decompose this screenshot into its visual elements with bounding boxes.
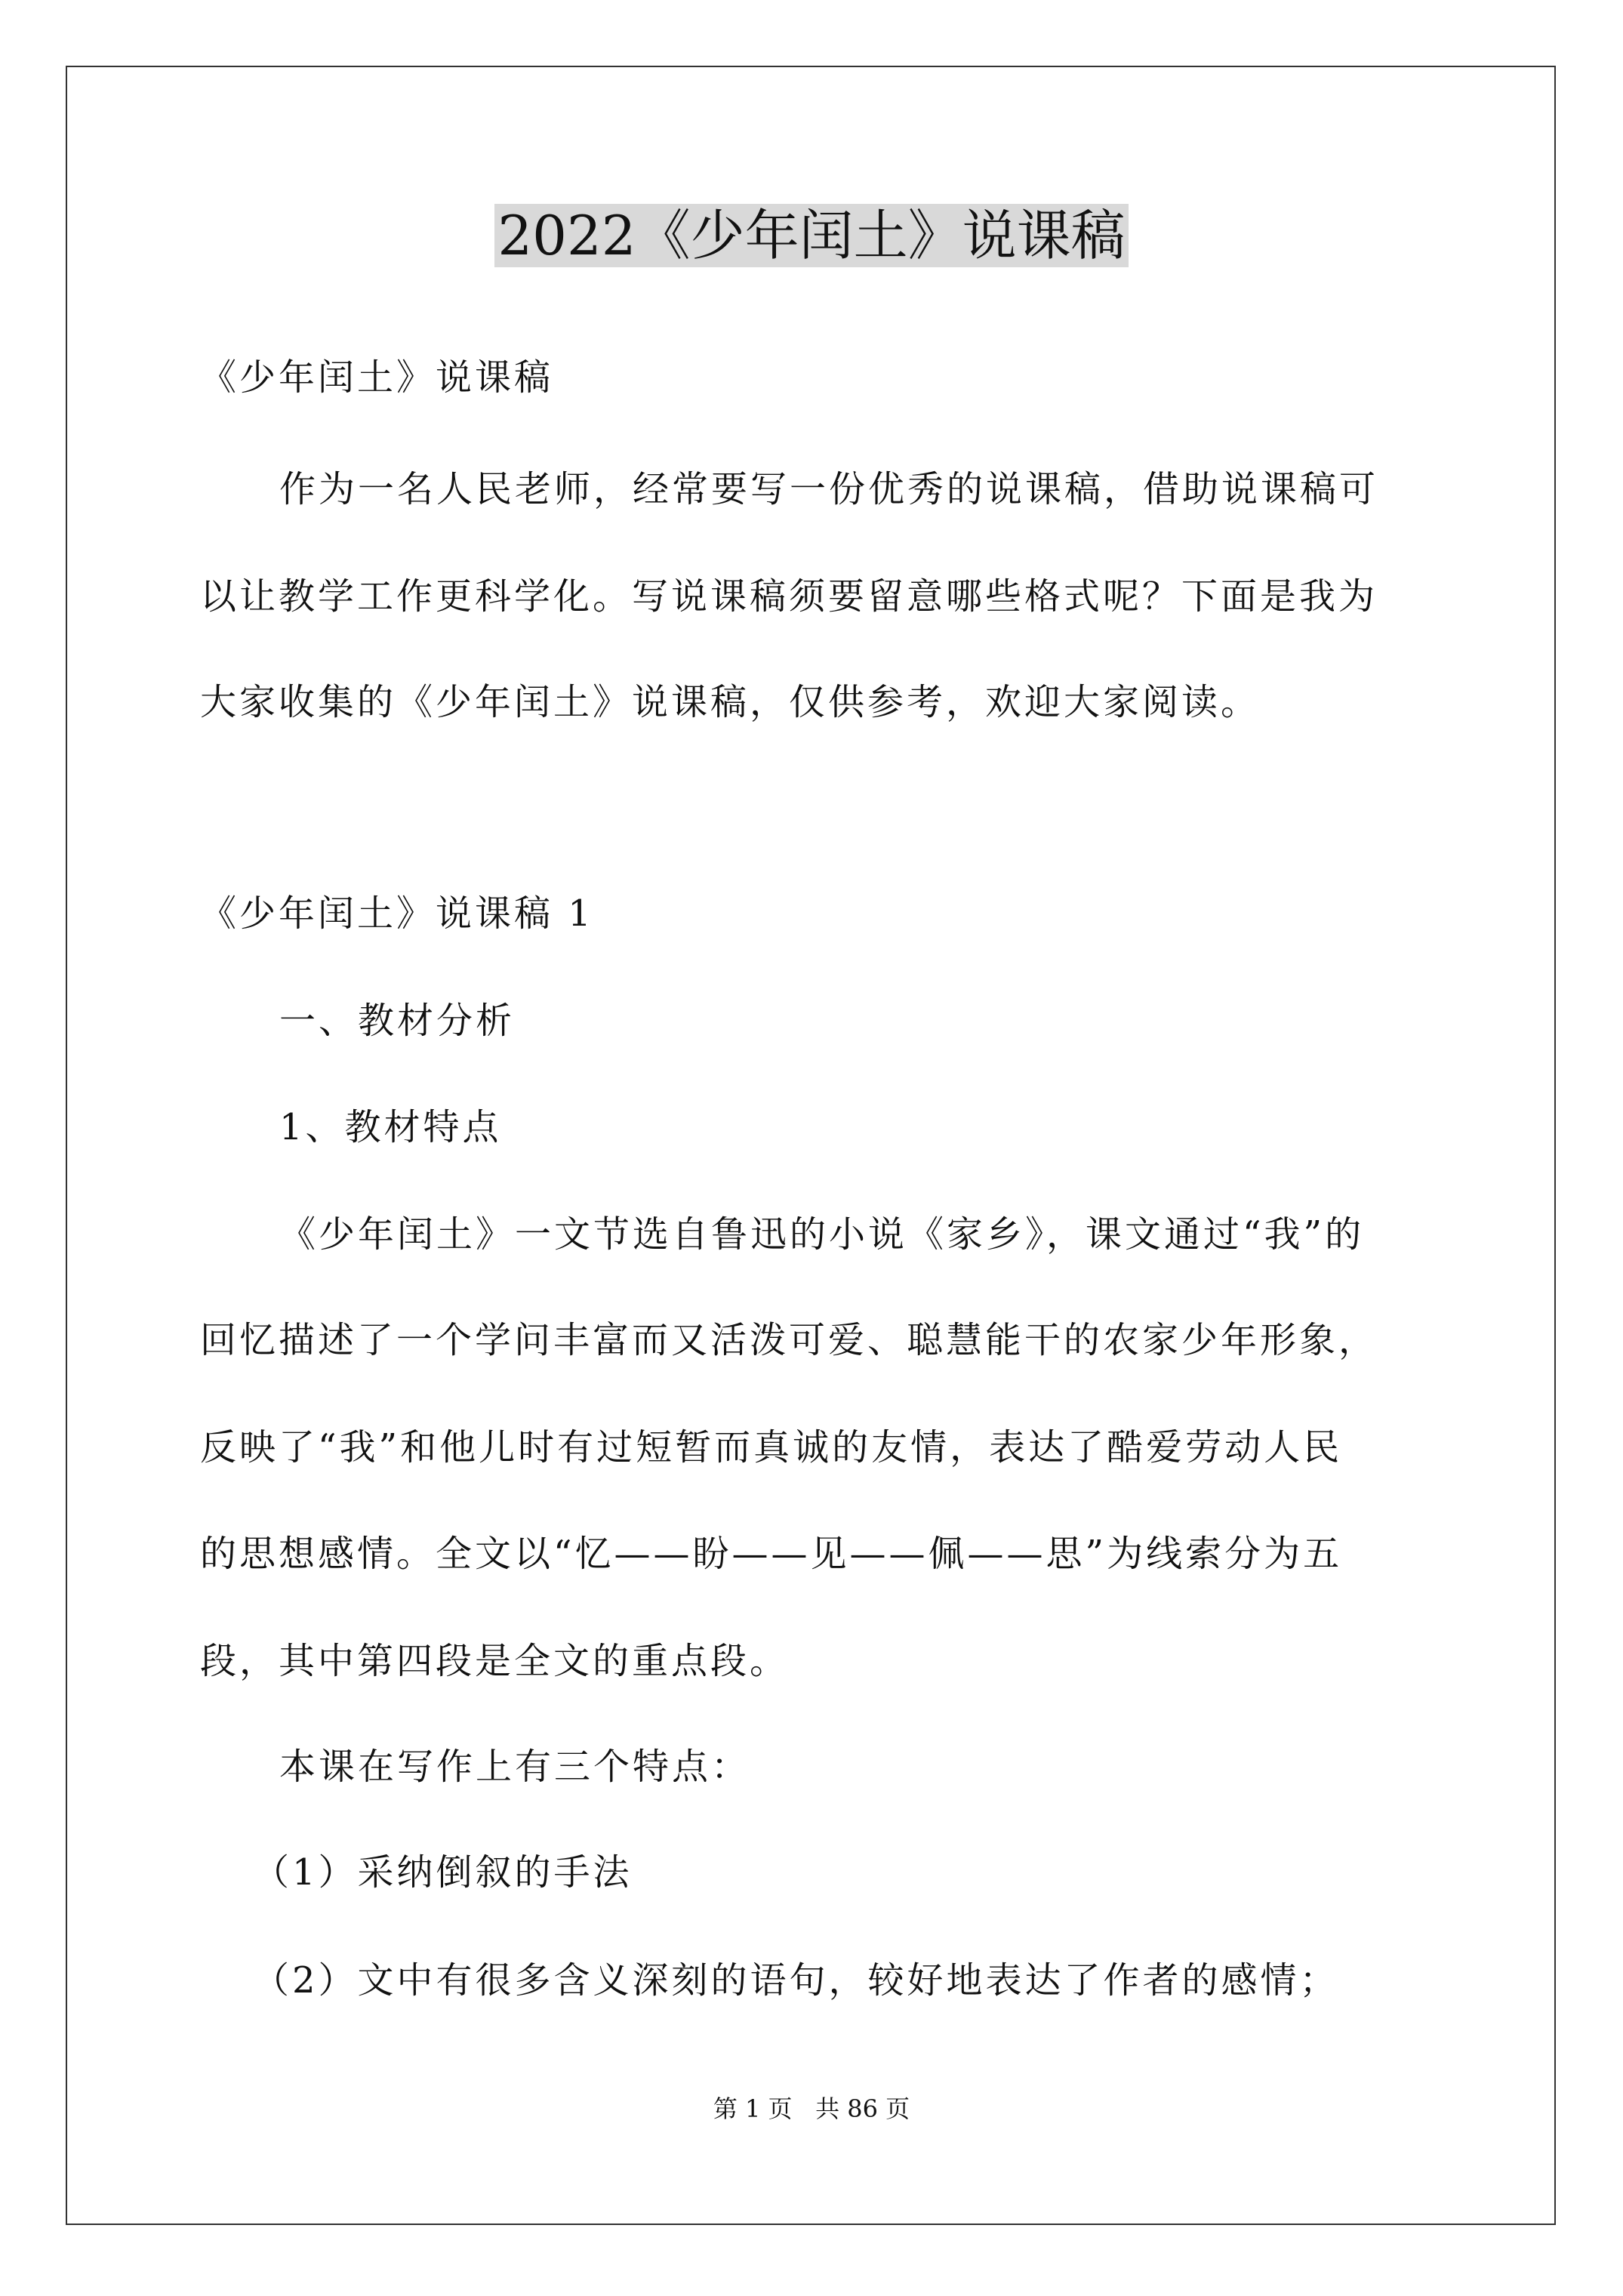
section-title: 《少年闰土》说课稿 1 xyxy=(200,892,594,935)
intro-line-3: 大家收集的《少年闰土》说课稿，仅供参考，欢迎大家阅读。 xyxy=(200,681,1261,723)
body-line-2: 回忆描述了一个学问丰富而又活泼可爱、聪慧能干的农家少年形象， xyxy=(200,1319,1378,1361)
body-line-1: 《少年闰土》一文节选自鲁迅的小说《家乡》，课文通过“我”的 xyxy=(279,1213,1365,1256)
feature-item-1: （1）采纳倒叙的手法 xyxy=(253,1851,633,1894)
features-intro: 本课在写作上有三个特点： xyxy=(279,1746,751,1788)
subtitle: 《少年闰土》说课稿 xyxy=(200,356,554,399)
body-line-5: 段，其中第四段是全文的重点段。 xyxy=(200,1640,790,1682)
page-footer: 第 1 页 共 86 页 xyxy=(713,2094,910,2123)
intro-line-2: 以让教学工作更科学化。写说课稿须要留意哪些格式呢？下面是我为 xyxy=(200,575,1378,618)
heading-textbook-features: 1、教材特点 xyxy=(279,1106,502,1148)
intro-line-1: 作为一名人民老师，经常要写一份优秀的说课稿，借助说课稿可 xyxy=(279,468,1379,510)
document-title xyxy=(0,198,1623,273)
heading-textbook-analysis: 一、教材分析 xyxy=(279,1000,516,1042)
document-title-text: 2022《少年闰土》说课稿 xyxy=(494,204,1128,267)
body-line-4: 的思想感情。全文以“忆——盼——见——佩——思”为线索分为五 xyxy=(200,1533,1343,1575)
feature-item-2: （2）文中有很多含义深刻的语句，较好地表达了作者的感情； xyxy=(253,1959,1339,2002)
body-line-3: 反映了“我”和他儿时有过短暂而真诚的友情，表达了酷爱劳动人民 xyxy=(200,1426,1343,1469)
